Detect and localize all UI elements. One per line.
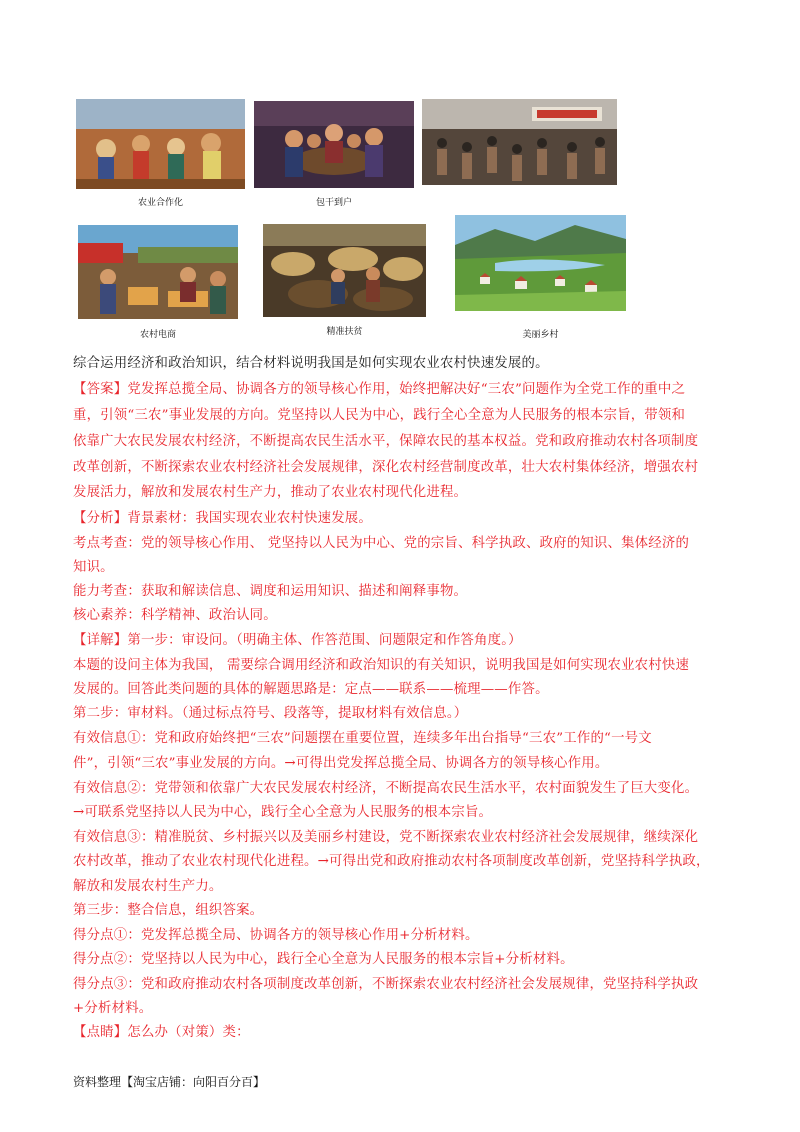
caption-household-contract: 包干到户 — [315, 198, 352, 208]
detail-line-5: 有效信息①：党和政府始终把“三农”问题摆在重要位置，连续多年出台指导“三农”工作的“一号文 — [73, 731, 652, 746]
question-text: 综合运用经济和政治知识，结合材料说明我国是如何实现农业农村快速发展的。 — [73, 356, 549, 371]
footer-source: 资料整理【淘宝店铺：向阳百分百】 — [73, 1075, 266, 1089]
answer-line-1: 【答案】党发挥总揽全局、协调各方的领导核心作用，始终把解决好“三农”问题作为全党工作的重中之 — [73, 382, 686, 397]
detail-line-16: +分析材料。 — [73, 1001, 153, 1016]
caption-beautiful-village: 美丽乡村 — [522, 330, 559, 340]
detail-line-1: 【详解】第一步：审设问。（明确主体、作答范围、问题限定和作答角度。） — [73, 633, 522, 648]
analysis-line-4: 能力考查：获取和解读信息、调度和运用知识、描述和阐释事物。 — [73, 584, 468, 599]
detail-line-4: 第二步：审材料。（通过标点符号、段落等，提取材料有效信息。） — [73, 706, 468, 721]
detail-line-7: 有效信息②：党带领和依靠广大农民发展农村经济，不断提高农民生活水平，农村面貌发生了巨大变化。 — [73, 781, 699, 796]
analysis-line-1: 【分析】背景素材：我国实现农业农村快速发展。 — [73, 511, 372, 526]
image-market-crowd — [422, 99, 617, 185]
image-rural-ecommerce — [78, 225, 238, 319]
detail-line-9: 有效信息③：精准脱贫、乡村振兴以及美丽乡村建设，党不断探索农业农村经济社会发展规律，继续深化 — [73, 830, 699, 845]
detail-line-14: 得分点②：党坚持以人民为中心，践行全心全意为人民服务的根本宗旨+分析材料。 — [73, 952, 574, 967]
detail-line-6: 件”，引领“三农”事业发展的方向。→可得出党发挥总揽全局、协调各方的领导核心作用。 — [73, 756, 609, 771]
image-household-contract — [254, 101, 414, 188]
image-agricultural-cooperation — [76, 99, 245, 189]
analysis-line-3: 知识。 — [73, 560, 114, 575]
image-targeted-poverty — [263, 224, 426, 317]
detail-line-8: →可联系党坚持以人民为中心，践行全心全意为人民服务的根本宗旨。 — [73, 805, 493, 820]
answer-line-2: 重，引领“三农”事业发展的方向。党坚持以人民为中心，践行全心全意为人民服务的根本宗旨，带领和 — [73, 408, 686, 423]
caption-targeted-poverty: 精准扶贫 — [326, 327, 363, 337]
analysis-line-2: 考点考查：党的领导核心作用、 党坚持以人民为中心、党的宗旨、科学执政、政府的知识、集体经济的 — [73, 536, 690, 551]
detail-line-15: 得分点③：党和政府推动农村各项制度改革创新，不断探索农业农村经济社会发展规律，党坚持科学执政 — [73, 977, 699, 992]
answer-line-4: 改革创新，不断探索农业农村经济社会发展规律，深化农村经营制度改革，壮大农村集体经济，增强农村 — [73, 460, 699, 475]
detail-line-3: 发展的。回答此类问题的具体的解题思路是：定点——联系——梳理——作答。 — [73, 682, 549, 697]
detail-line-12: 第三步：整合信息，组织答案。 — [73, 903, 264, 918]
detail-line-11: 解放和发展农村生产力。 — [73, 879, 223, 894]
tip-line: 【点睛】怎么办（对策）类： — [73, 1025, 250, 1040]
analysis-line-5: 核心素养：科学精神、政治认同。 — [73, 608, 277, 623]
answer-line-5: 发展活力，解放和发展农村生产力，推动了农业农村现代化进程。 — [73, 485, 468, 500]
detail-line-13: 得分点①：党发挥总揽全局、协调各方的领导核心作用+分析材料。 — [73, 928, 479, 943]
answer-line-3: 依靠广大农民发展农村经济，不断提高农民生活水平，保障农民的基本权益。党和政府推动农村各项制度 — [73, 434, 699, 449]
caption-rural-ecommerce: 农村电商 — [139, 330, 176, 340]
detail-line-2: 本题的设问主体为我国， 需要综合调用经济和政治知识的有关知识，说明我国是如何实现农业农村快速 — [73, 658, 690, 673]
caption-agricultural-cooperation: 农业合作化 — [137, 198, 183, 208]
detail-line-10: 农村改革，推动了农业农村现代化进程。→可得出党和政府推动农村各项制度改革创新，党坚持科学执政， — [73, 854, 710, 869]
image-beautiful-village — [455, 215, 626, 311]
